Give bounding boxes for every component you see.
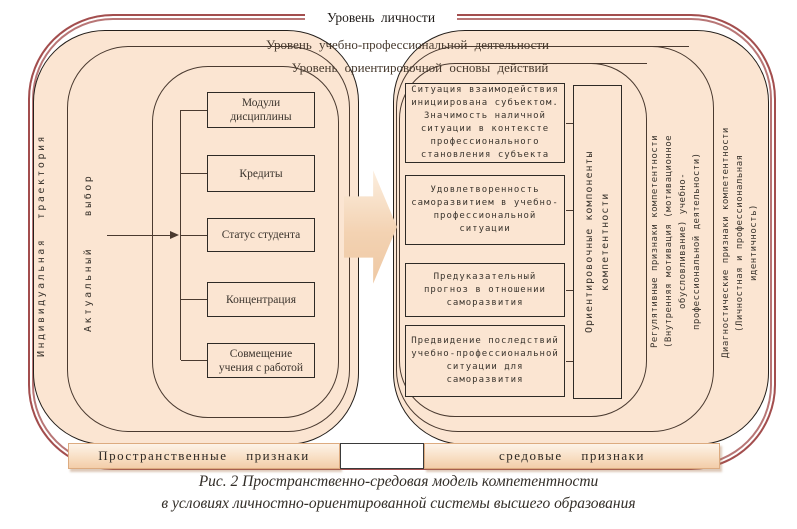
concentration-box: Концентрация bbox=[207, 282, 315, 317]
actual-choice-label: Актуальный выбор bbox=[83, 173, 94, 333]
modules-box: Модули дисциплины bbox=[207, 92, 315, 128]
stub-credits bbox=[181, 173, 207, 174]
level2-label: Уровень учебно-профессиональной деятельности bbox=[265, 37, 550, 52]
satisfaction-box: Удовлетворенность саморазвитием в учебно-профессиональной ситуации bbox=[405, 175, 565, 245]
work-study-box: Совмещение учения с работой bbox=[207, 343, 315, 378]
stub-situation bbox=[566, 123, 573, 124]
regulative-features-label: Регулятивные признаки компетентности (Внутренняя мотивация (мотивационное обусловливание) учебно- профессиональной деятельности) bbox=[650, 134, 702, 348]
figure-caption-line1: Рис. 2 Пространственно-средовая модель компетентности bbox=[198, 473, 599, 490]
stub-work-study bbox=[181, 360, 207, 361]
level2-connector-right bbox=[556, 46, 689, 47]
level3-connector-right bbox=[562, 63, 647, 64]
orientation-components-box bbox=[573, 85, 622, 399]
level2-connector-left bbox=[133, 46, 256, 47]
prognosis-box: Предуказательный прогноз в отношении саморазвития bbox=[405, 263, 565, 317]
student-status-box: Статус студента bbox=[207, 218, 315, 252]
level1-label: Уровень личности bbox=[326, 10, 436, 25]
level3-label: Уровень ориентировочной основы действий bbox=[291, 60, 549, 75]
choice-arrowhead-icon bbox=[170, 231, 179, 239]
situation-box: Ситуация взаимодействия инициирована субъектом. Значимость наличной ситуации в контексте профессионального становления субъекта bbox=[405, 83, 565, 163]
credits-box: Кредиты bbox=[207, 155, 315, 192]
foresight-box: Предвидение последствий учебно-профессиональной ситуации для саморазвития bbox=[405, 325, 565, 397]
orientation-components-label: Ориентировочные компоненты компетентности bbox=[583, 150, 611, 334]
stub-satisfaction bbox=[566, 210, 573, 211]
stub-modules bbox=[181, 110, 207, 111]
level1-label-box bbox=[305, 8, 457, 28]
figure-caption-line2: в условиях личностно-ориентированной системы высшего образования bbox=[161, 495, 636, 512]
choice-arrow-line bbox=[107, 235, 170, 236]
stub-status bbox=[181, 235, 207, 236]
individual-trajectory-label: Индивидуальная траектория bbox=[36, 133, 47, 357]
bar-gap-box bbox=[340, 443, 424, 469]
stub-concentration bbox=[181, 299, 207, 300]
environmental-features-bar: средовые признаки bbox=[424, 443, 720, 469]
spatial-features-bar: Пространственные признаки bbox=[68, 443, 340, 469]
diagnostic-features-label: Диагностические признаки компетентности (Личностная и профессиональная идентичность) bbox=[721, 127, 759, 359]
stub-prognosis bbox=[566, 290, 573, 291]
stub-foresight bbox=[566, 361, 573, 362]
